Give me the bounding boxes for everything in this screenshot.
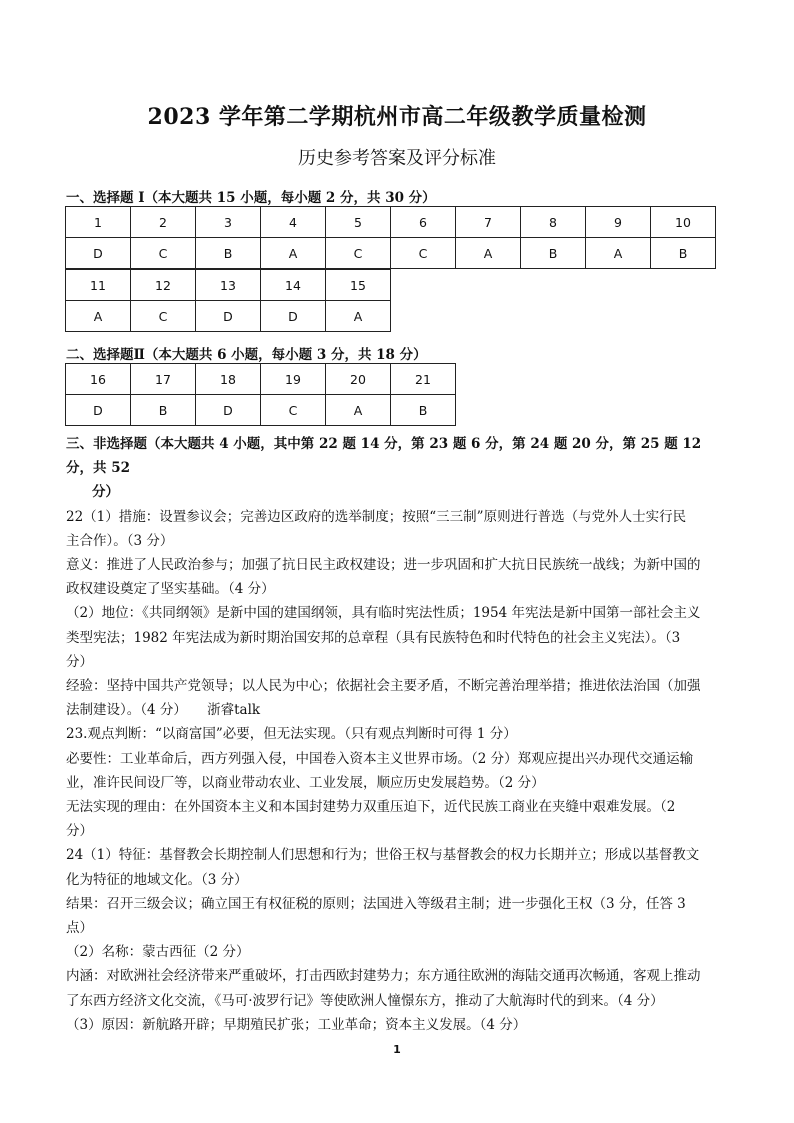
answer-line: 类型宪法；1982 年宪法成为新时期治国安邦的总章程（具有民族特色和时代特色的社会主义宪法）。（3 bbox=[66, 629, 681, 646]
question-number: 18 bbox=[196, 364, 261, 395]
question-number: 9 bbox=[586, 207, 651, 238]
table-row bbox=[66, 270, 391, 301]
answer-line: （2）名称：蒙古西征（2 分） bbox=[66, 944, 250, 961]
question-number: 14 bbox=[261, 270, 326, 301]
answer-cell: D bbox=[196, 395, 261, 426]
answer-cell: D bbox=[66, 395, 131, 426]
answer-line: （2）地位：《共同纲领》是新中国的建国纲领，具有临时宪法性质；1954 年宪法是新中国第一部社会主义 bbox=[66, 605, 701, 622]
answer-line: 必要性：工业革命后，西方列强入侵，中国卷入资本主义世界市场。（2 分）郑观应提出兴办现代交通运输 bbox=[66, 750, 694, 767]
answer-cell: A bbox=[66, 301, 131, 332]
answer-line: 经验：坚持中国共产党领导；以人民为中心；依据社会主要矛盾，不断完善治理举措；推进依法治国（加强 bbox=[66, 678, 701, 695]
question-number: 13 bbox=[196, 270, 261, 301]
answer-cell: D bbox=[261, 301, 326, 332]
answer-cell: B bbox=[651, 238, 716, 269]
answer-line: 结果：召开三级会议；确立国王有权征税的原则；法国进入等级君主制；进一步强化王权（3 分，任答 3 bbox=[66, 895, 686, 912]
table-row bbox=[66, 395, 456, 426]
answer-line: 业，准许民间设厂等，以商业带动农业、工业发展，顺应历史发展趋势。（2 分） bbox=[66, 774, 545, 791]
question-number: 10 bbox=[651, 207, 716, 238]
table-row bbox=[66, 238, 716, 269]
answer-line: 24（1）特征：基督教会长期控制人们思想和行为；世俗王权与基督教会的权力长期并立；形成以基督教文 bbox=[66, 847, 700, 864]
answer-cell: C bbox=[261, 395, 326, 426]
section3-heading: 三、非选择题（本大题共 4 小题，其中第 22 题 14 分，第 23 题 6 分，第 24 题 20 分，第 25 题 12 分，共 52 bbox=[66, 436, 702, 477]
answer-cell: A bbox=[326, 395, 391, 426]
answer-line: 内涵：对欧洲社会经济带来严重破坏，打击西欧封建势力；东方通往欧洲的海陆交通再次畅通，客观上推动 bbox=[66, 968, 701, 985]
question-number: 6 bbox=[391, 207, 456, 238]
answer-line: （3）原因：新航路开辟；早期殖民扩张；工业革命；资本主义发展。（4 分） bbox=[66, 1016, 527, 1033]
question-number: 20 bbox=[326, 364, 391, 395]
answer-cell: A bbox=[456, 238, 521, 269]
question-number: 1 bbox=[66, 207, 131, 238]
answer-line: 化为特征的地域文化。（3 分） bbox=[66, 871, 248, 888]
answer-cell: A bbox=[261, 238, 326, 269]
question-number: 3 bbox=[196, 207, 261, 238]
section3-heading-cont: 分） bbox=[92, 484, 119, 501]
table-row bbox=[66, 364, 456, 395]
question-number: 21 bbox=[391, 364, 456, 395]
question-number: 15 bbox=[326, 270, 391, 301]
answer-line: 分） bbox=[66, 653, 93, 670]
question-number: 4 bbox=[261, 207, 326, 238]
question-number: 2 bbox=[131, 207, 196, 238]
answer-cell: C bbox=[326, 238, 391, 269]
answer-cell: A bbox=[326, 301, 391, 332]
section2-heading: 二、选择题Ⅱ（本大题共 6 小题，每小题 3 分，共 18 分） bbox=[66, 347, 427, 363]
answer-cell: C bbox=[131, 301, 196, 332]
question-number: 7 bbox=[456, 207, 521, 238]
table-row bbox=[66, 301, 391, 332]
answer-line: 点） bbox=[66, 920, 93, 937]
answer-line: 无法实现的理由：在外国资本主义和本国封建势力双重压迫下，近代民族工商业在夹缝中艰难发展。（2 bbox=[66, 799, 676, 816]
section2-table bbox=[65, 363, 456, 426]
page-title: 2023 学年第二学期杭州市高二年级教学质量检测 bbox=[147, 104, 647, 130]
section3 bbox=[66, 432, 730, 1037]
answer-line: 了东西方经济文化交流，《马可·波罗行记》等使欧洲人憧憬东方，推动了大航海时代的到来。（4 分） bbox=[66, 992, 664, 1009]
answer-cell: C bbox=[391, 238, 456, 269]
answer-line: 意义：推进了人民政治参与；加强了抗日民主政权建设；进一步巩固和扩大抗日民族统一战线；为新中国的 bbox=[66, 557, 701, 574]
table-row bbox=[66, 207, 716, 238]
answer-line: 23.观点判断：“以商富国”必要，但无法实现。（只有观点判断时可得 1 分） bbox=[66, 726, 517, 743]
section1-table-a bbox=[65, 206, 716, 269]
answer-line: 主合作）。（3 分） bbox=[66, 532, 174, 549]
question-number: 17 bbox=[131, 364, 196, 395]
answer-cell: B bbox=[131, 395, 196, 426]
section1-heading: 一、选择题 Ⅰ（本大题共 15 小题，每小题 2 分，共 30 分） bbox=[66, 190, 436, 206]
question-number: 19 bbox=[261, 364, 326, 395]
answer-cell: B bbox=[521, 238, 586, 269]
question-number: 12 bbox=[131, 270, 196, 301]
answer-cell: C bbox=[131, 238, 196, 269]
answer-cell: B bbox=[391, 395, 456, 426]
answer-line: 分） bbox=[66, 823, 93, 840]
question-number: 11 bbox=[66, 270, 131, 301]
question-number: 5 bbox=[326, 207, 391, 238]
answer-line: 政权建设奠定了坚实基础。（4 分） bbox=[66, 581, 275, 598]
section1-table-b bbox=[65, 269, 391, 332]
answer-line: 22（1）措施：设置参议会；完善边区政府的选举制度；按照“三三制”原则进行普选（与党外人士实行民 bbox=[66, 508, 687, 525]
page-subtitle: 历史参考答案及评分标准 bbox=[298, 148, 496, 169]
answer-cell: A bbox=[586, 238, 651, 269]
answer-line: 法制建设）。（4 分） 浙睿talk bbox=[66, 702, 261, 719]
page-number: 1 bbox=[393, 1043, 401, 1056]
answer-cell: D bbox=[66, 238, 131, 269]
answer-cell: D bbox=[196, 301, 261, 332]
question-number: 8 bbox=[521, 207, 586, 238]
question-number: 16 bbox=[66, 364, 131, 395]
answer-cell: B bbox=[196, 238, 261, 269]
